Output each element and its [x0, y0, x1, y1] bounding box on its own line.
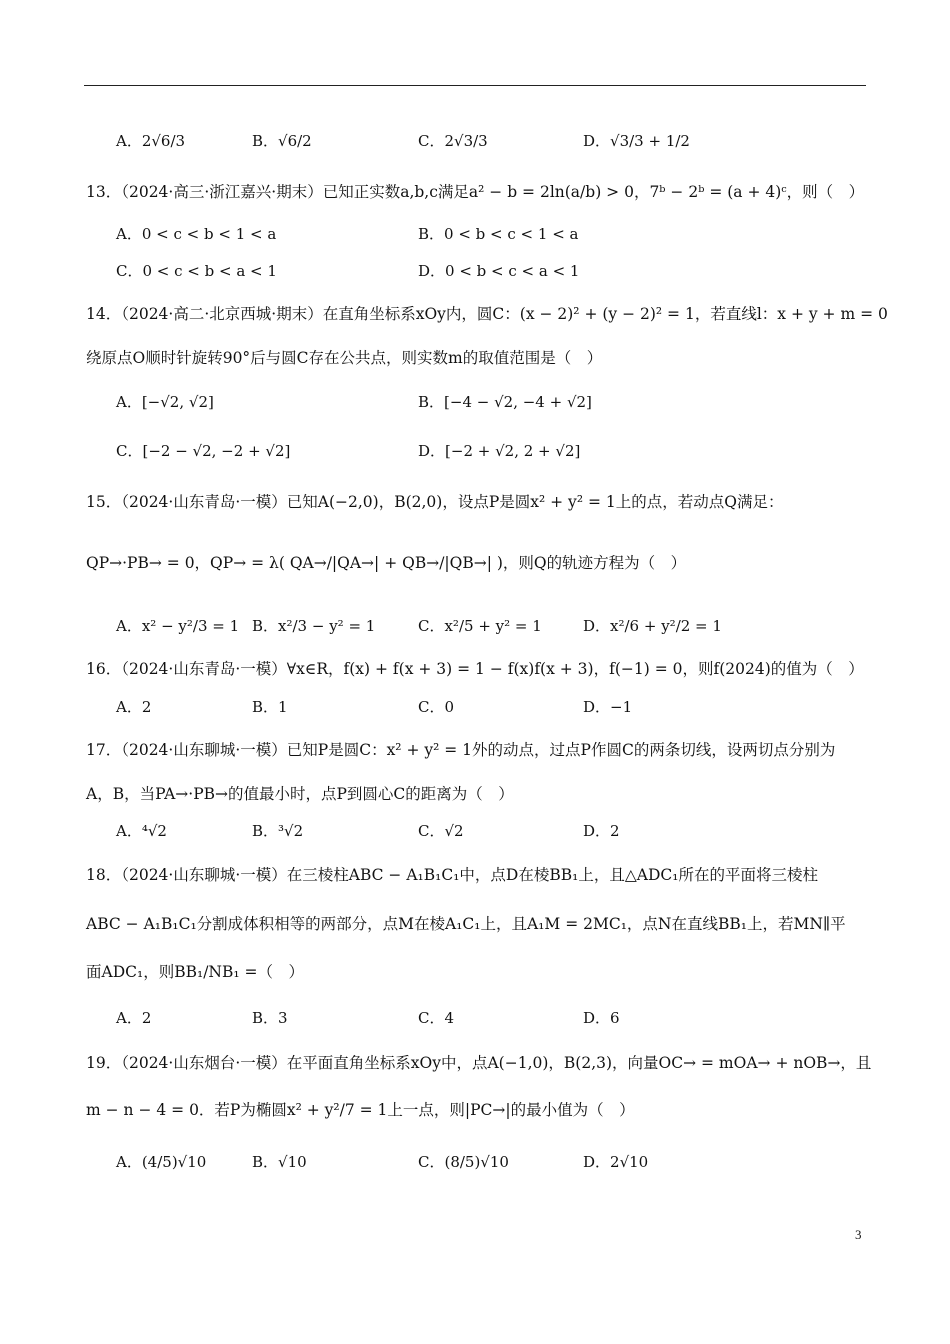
- q15-option-a: A．x² − y²/3 = 1: [116, 617, 240, 635]
- q18-option-a: A．2: [116, 1009, 152, 1027]
- q13-stem: 13．（2024·高三·浙江嘉兴·期末）已知正实数a,b,c满足a² − b = 2ln(a/b) > 0，7ᵇ − 2ᵇ = (a + 4)ᶜ，则（ ）: [86, 183, 865, 201]
- q16-stem: 16．（2024·山东青岛·一模）∀x∈R，f(x) + f(x + 3) = 1 − f(x)f(x + 3)，f(−1) = 0，则f(2024)的值为（ ）: [86, 660, 864, 678]
- q17-stem-line1: 17．（2024·山东聊城·一模）已知P是圆C：x² + y² = 1外的动点，过点P作圆C的两条切线，设两切点分别为: [86, 741, 836, 759]
- q17-option-a: A．⁴√2: [116, 822, 167, 840]
- page-number: 3: [855, 1227, 862, 1242]
- q17-option-b: B．³√2: [252, 822, 304, 840]
- q15-stem-line2: QP→·PB→ = 0，QP→ = λ( QA→/|QA→| + QB→/|QB→| )，则Q的轨迹方程为（ ）: [86, 554, 687, 572]
- q14-option-d: D．[−2 + √2, 2 + √2]: [418, 442, 581, 460]
- q16-option-b: B．1: [252, 698, 288, 716]
- q15-option-d: D．x²/6 + y²/2 = 1: [583, 617, 722, 635]
- q17-option-c: C．√2: [418, 822, 464, 840]
- q19-option-a: A．(4/5)√10: [116, 1153, 207, 1171]
- q14-stem-line2: 绕原点O顺时针旋转90°后与圆C存在公共点，则实数m的取值范围是（ ）: [86, 349, 603, 367]
- q15-option-c: C．x²/5 + y² = 1: [418, 617, 542, 635]
- q14-stem-line1: 14．（2024·高二·北京西城·期末）在直角坐标系xOy内，圆C：(x − 2)² + (y − 2)² = 1，若直线l：x + y + m = 0: [86, 305, 888, 323]
- q12-option-a: A．2√6/3: [116, 132, 186, 150]
- header-rule: [84, 85, 866, 86]
- q19-option-b: B．√10: [252, 1153, 307, 1171]
- q17-stem-line2: A，B，当PA→·PB→的值最小时，点P到圆心C的距离为（ ）: [86, 785, 514, 803]
- q14-option-a: A．[−√2, √2]: [116, 393, 214, 411]
- q15-stem-line1: 15．（2024·山东青岛·一模）已知A(−2,0)，B(2,0)，设点P是圆x² + y² = 1上的点，若动点Q满足：: [86, 493, 784, 511]
- q13-option-b: B．0 < b < c < 1 < a: [418, 225, 579, 243]
- q18-option-c: C．4: [418, 1009, 455, 1027]
- q18-option-b: B．3: [252, 1009, 288, 1027]
- q18-option-d: D．6: [583, 1009, 620, 1027]
- q12-option-c: C．2√3/3: [418, 132, 488, 150]
- q17-option-d: D．2: [583, 822, 620, 840]
- q13-option-a: A．0 < c < b < 1 < a: [116, 225, 277, 243]
- q13-option-d: D．0 < b < c < a < 1: [418, 262, 580, 280]
- q16-option-c: C．0: [418, 698, 455, 716]
- q14-option-c: C．[−2 − √2, −2 + √2]: [116, 442, 291, 460]
- q16-option-a: A．2: [116, 698, 152, 716]
- q19-stem-line1: 19．（2024·山东烟台·一模）在平面直角坐标系xOy中，点A(−1,0)，B(2,3)，向量OC→ = mOA→ + nOB→，且: [86, 1054, 872, 1072]
- q19-option-d: D．2√10: [583, 1153, 649, 1171]
- q12-option-d: D．√3/3 + 1/2: [583, 132, 690, 150]
- q18-stem-line2: ABC − A₁B₁C₁分割成体积相等的两部分，点M在棱A₁C₁上，且A₁M = 2MC₁，点N在直线BB₁上，若MN∥平: [86, 915, 846, 933]
- q12-option-b: B．√6/2: [252, 132, 312, 150]
- q15-option-b: B．x²/3 − y² = 1: [252, 617, 376, 635]
- q13-option-c: C．0 < c < b < a < 1: [116, 262, 277, 280]
- q18-stem-line3: 面ADC₁，则BB₁/NB₁ =（ ）: [86, 963, 304, 981]
- q19-stem-line2: m − n − 4 = 0．若P为椭圆x² + y²/7 = 1上一点，则|PC→|的最小值为（ ）: [86, 1101, 635, 1119]
- q19-option-c: C．(8/5)√10: [418, 1153, 509, 1171]
- q16-option-d: D．−1: [583, 698, 633, 716]
- q14-option-b: B．[−4 − √2, −4 + √2]: [418, 393, 592, 411]
- q18-stem-line1: 18．（2024·山东聊城·一模）在三棱柱ABC − A₁B₁C₁中，点D在棱BB₁上，且△ADC₁所在的平面将三棱柱: [86, 866, 818, 884]
